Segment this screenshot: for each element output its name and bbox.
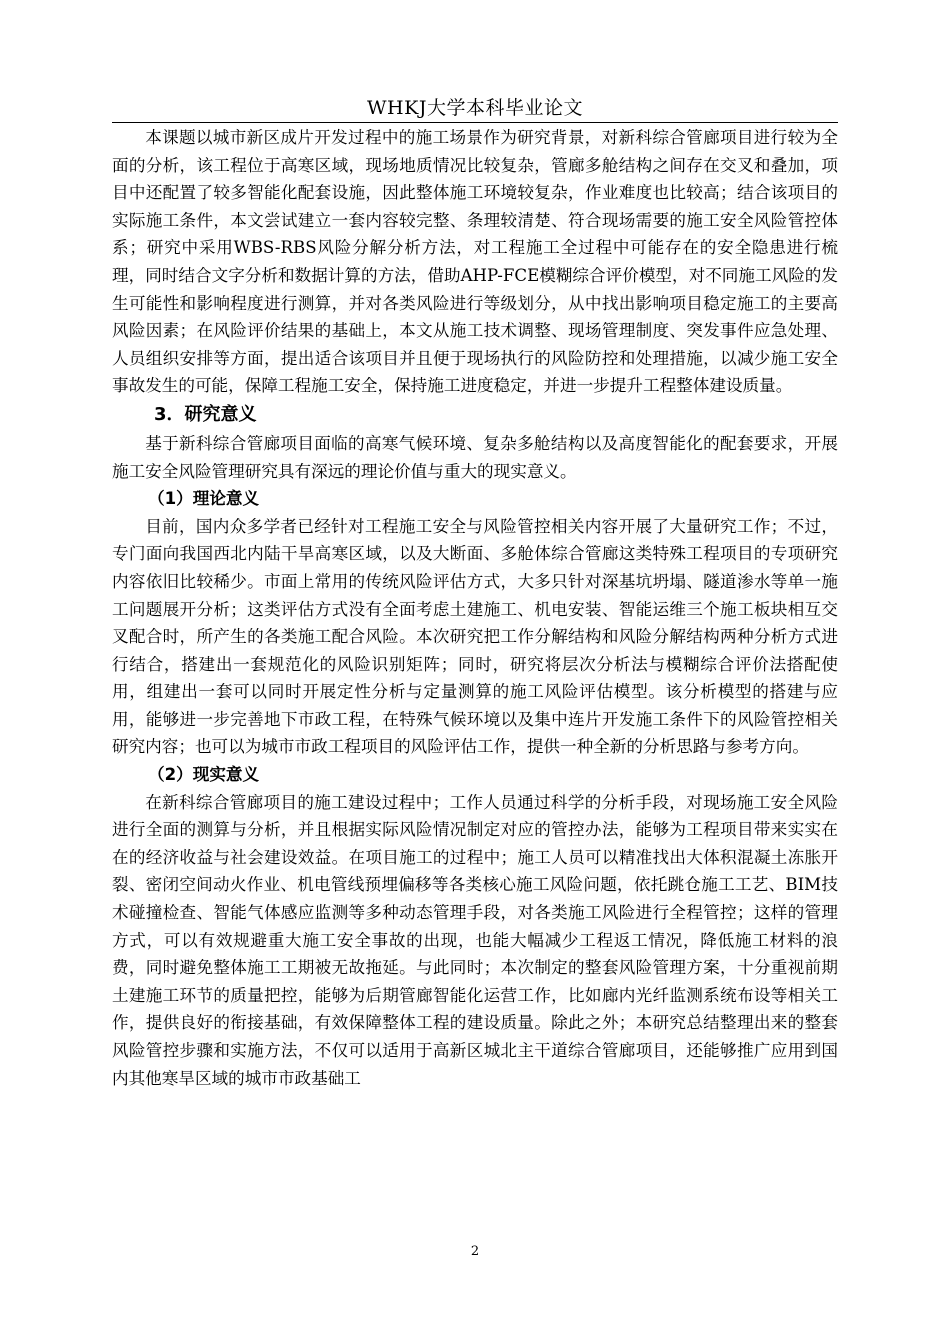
section-heading-significance: 3．研究意义: [154, 403, 257, 425]
paragraph-practical: 在新科综合管廊项目的施工建设过程中；工作人员通过科学的分析手段，对现场施工安全风险进行全面的测算与分析，并且根据实际风险情况制定对应的管控办法，能够为工程项目带来实实在在的经济收益与社会建设效益。在项目施工的过程中；施工人员可以精准找出大体积混凝土冻胀开裂、密闭空间动火作业、机电管线预埋偏移等各类核心施工风险问题，依托跳仓施工工艺、BIM技术碰撞检查、智能气体感应监测等多种动态管理手段，对各类施工风险进行全程管控；这样的管理方式，可以有效规避重大施工安全事故的出现，也能大幅减少工程返工情况，降低施工材料的浪费，同时避免整体施工工期被无故拖延。与此同时；本次制定的整套风险管理方案，十分重视前期土建施工环节的质量把控，能够为后期管廊智能化运营工作，比如廊内光纤监测系统布设等相关工作，提供良好的衔接基础，有效保障整体工程的建设质量。除此之外；本研究总结整理出来的整套风险管控步骤和实施方法，不仅可以适用于高新区城北主干道综合管廊项目，还能够推广应用到国内其他寒旱区域的城市市政基础工: [112, 792, 838, 1088]
paragraph-background: 本课题以城市新区成片开发过程中的施工场景作为研究背景，对新科综合管廊项目进行较为全面的分析，该工程位于高寒区域，现场地质情况比较复杂，管廊多舱结构之间存在交叉和叠加，项目中还配置了较多智能化配套设施，因此整体施工环境较复杂，作业难度也比较高；结合该项目的实际施工条件，本文尝试建立一套内容较完整、条理较清楚、符合现场需要的施工安全风险管控体系；研究中采用WBS-RBS风险分解分析方法，对工程施工全过程中可能存在的安全隐患进行梳理，同时结合文字分析和数据计算的方法，借助AHP-FCE模糊综合评价模型，对不同施工风险的发生可能性和影响程度进行测算，并对各类风险进行等级划分，从中找出影响项目稳定施工的主要高风险因素；在风险评价结果的基础上，本文从施工技术调整、现场管理制度、突发事件应急处理、人员组织安排等方面，提出适合该项目并且便于现场执行的风险防控和处理措施，以减少施工安全事故发生的可能，保障工程施工安全，保持施工进度稳定，并进一步提升工程整体建设质量。: [112, 128, 838, 396]
paragraph-significance-intro: 基于新科综合管廊项目面临的高寒气候环境、复杂多舱结构以及高度智能化的配套要求，开展施工安全风险管理研究具有深远的理论价值与重大的现实意义。: [112, 433, 838, 481]
header-rule: [112, 122, 838, 123]
subheading-practical: （2）现实意义: [148, 765, 260, 785]
page-number: 2: [470, 1244, 480, 1259]
paragraph-theoretical: 目前，国内众多学者已经针对工程施工安全与风险管控相关内容开展了大量研究工作；不过，专门面向我国西北内陆干旱高寒区域，以及大断面、多舱体综合管廊这类特殊工程项目的专项研究内容依旧比较稀少。市面上常用的传统风险评估方式，大多只针对深基坑坍塌、隧道渗水等单一施工问题展开分析；这类评估方式没有全面考虑土建施工、机电安装、智能运维三个施工板块相互交叉配合时，所产生的各类施工配合风险。本次研究把工作分解结构和风险分解结构两种分析方式进行结合，搭建出一套规范化的风险识别矩阵；同时，研究将层次分析法与模糊综合评价法搭配使用，组建出一套可以同时开展定性分析与定量测算的施工风险评估模型。该分析模型的搭建与应用，能够进一步完善地下市政工程，在特殊气候环境以及集中连片开发施工条件下的风险管控相关研究内容；也可以为城市市政工程项目的风险评估工作，提供一种全新的分析思路与参考方向。: [112, 516, 838, 757]
document-body: [112, 124, 838, 1092]
subheading-theoretical: （1）理论意义: [148, 489, 260, 509]
page-header-title: WHKJ大学本科毕业论文: [367, 97, 583, 119]
